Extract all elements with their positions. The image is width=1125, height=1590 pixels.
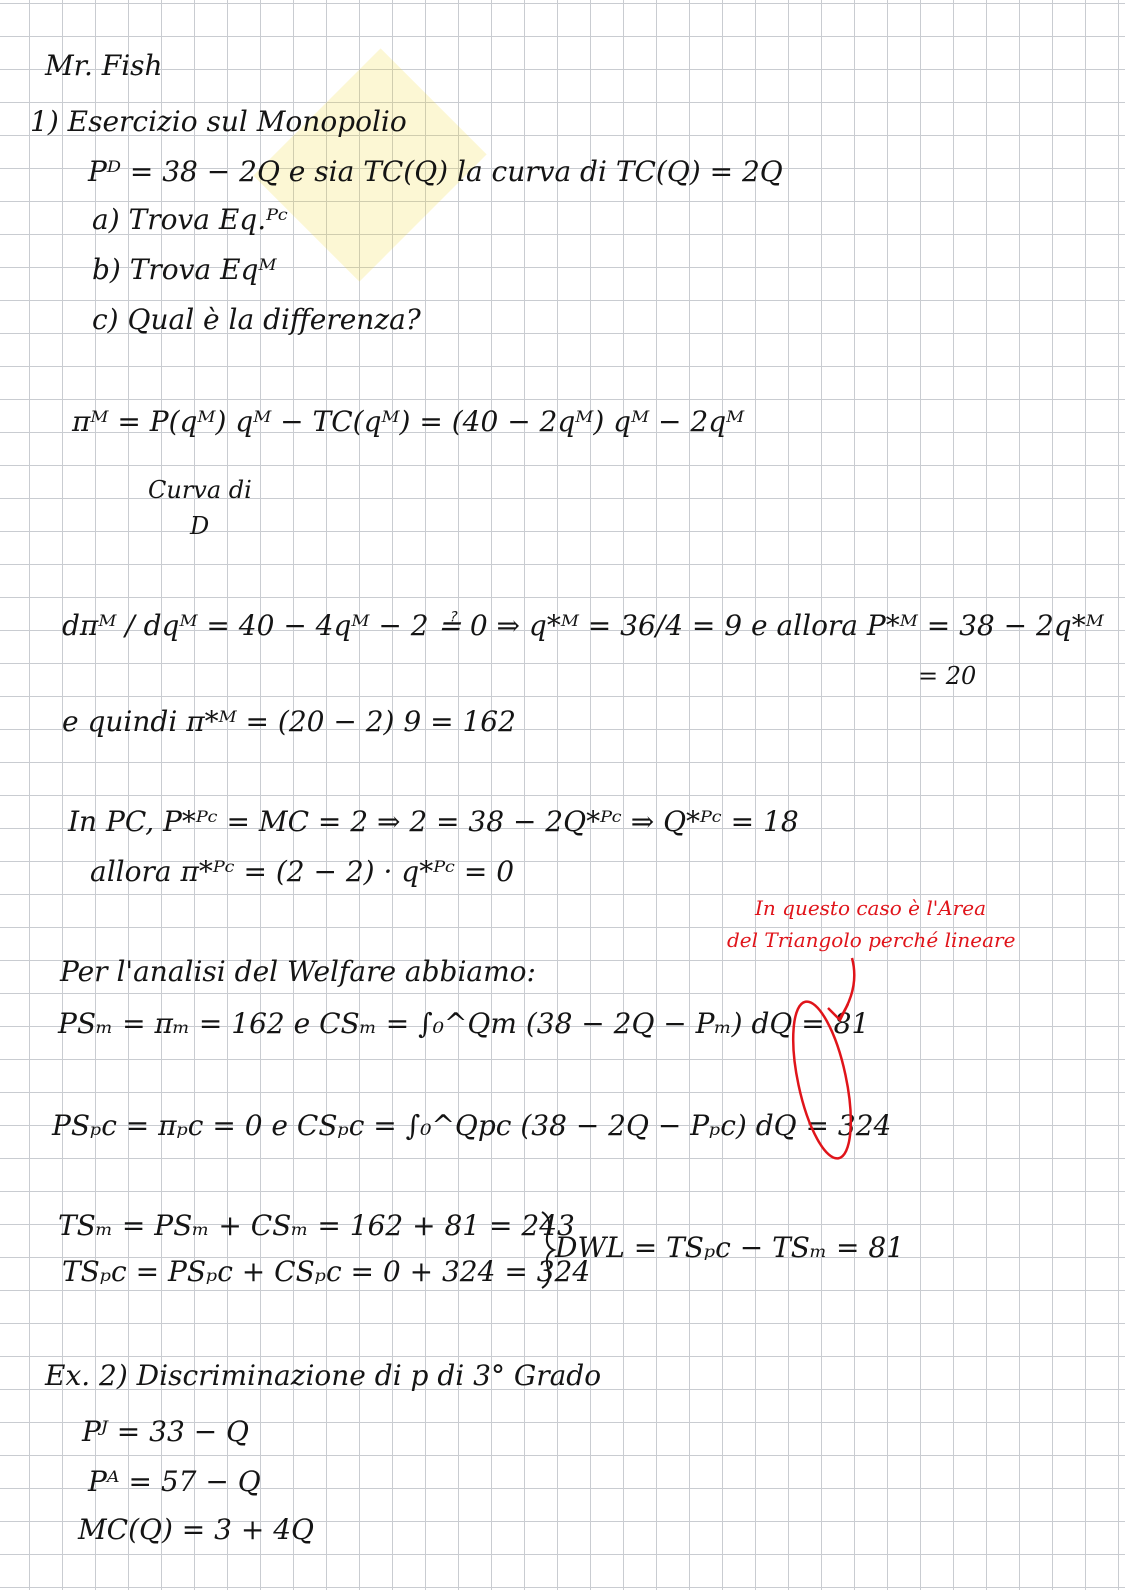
perfect-competition-eq: In PC, P*ᴾᶜ = MC = 2 ⇒ 2 = 38 − 2Q*ᴾᶜ ⇒ Q*ᴾᶜ = 18: [68, 805, 799, 838]
deadweight-loss: DWL = TSₚc − TSₘ = 81: [555, 1231, 905, 1264]
marginal-cost: MC(Q) = 3 + 4Q: [78, 1513, 315, 1546]
question-c: c) Qual è la differenza?: [92, 303, 421, 336]
monopoly-price-value: = 20: [918, 662, 977, 690]
demand-and-cost: Pᴰ = 38 − 2Q e sia TC(Q) la curva di TC(Q) = 2Q: [88, 155, 783, 188]
curve-label-d: D: [190, 512, 210, 540]
demand-a: Pᴬ = 57 − Q: [88, 1465, 261, 1498]
demand-j: Pᴶ = 33 − Q: [82, 1415, 250, 1448]
curve-label: Curva di: [148, 476, 252, 504]
author-line: Mr. Fish: [45, 49, 163, 82]
welfare-analysis-heading: Per l'analisi del Welfare abbiamo:: [60, 955, 536, 988]
exercise-1-title: 1) Esercizio sul Monopolio: [30, 105, 407, 138]
first-order-condition: dπᴹ / dqᴹ = 40 − 4qᴹ − 2 ≟ 0 ⇒ q*ᴹ = 36/4 = 9 e allora P*ᴹ = 38 − 2q*ᴹ: [62, 609, 1104, 642]
question-b: b) Trova Eqᴹ: [92, 253, 277, 286]
annotation-line-1: In questo caso è l'Area: [755, 896, 986, 920]
monopoly-profit: e quindi π*ᴹ = (20 − 2) 9 = 162: [62, 705, 516, 738]
perfect-competition-profit: allora π*ᴾᶜ = (2 − 2) · q*ᴾᶜ = 0: [90, 855, 515, 888]
profit-function: πᴹ = P(qᴹ) qᴹ − TC(qᴹ) = (40 − 2qᴹ) qᴹ − 2qᴹ: [72, 405, 745, 438]
surplus-perfect-competition: PSₚc = πₚc = 0 e CSₚc = ∫₀^Qpc (38 − 2Q − Pₚc) dQ = 324: [52, 1109, 892, 1142]
question-a: a) Trova Eq.ᴾᶜ: [92, 203, 288, 236]
surplus-monopoly: PSₘ = πₘ = 162 e CSₘ = ∫₀^Qm (38 − 2Q − Pₘ) dQ = 81: [58, 1007, 870, 1040]
annotation-line-2: del Triangolo perché lineare: [727, 928, 1016, 952]
total-surplus-perfect-competition: TSₚc = PSₚc + CSₚc = 0 + 324 = 324: [62, 1255, 591, 1288]
exercise-2-title: Ex. 2) Discriminazione di p di 3° Grado: [45, 1359, 602, 1392]
total-surplus-monopoly: TSₘ = PSₘ + CSₘ = 162 + 81 = 243: [58, 1209, 575, 1242]
